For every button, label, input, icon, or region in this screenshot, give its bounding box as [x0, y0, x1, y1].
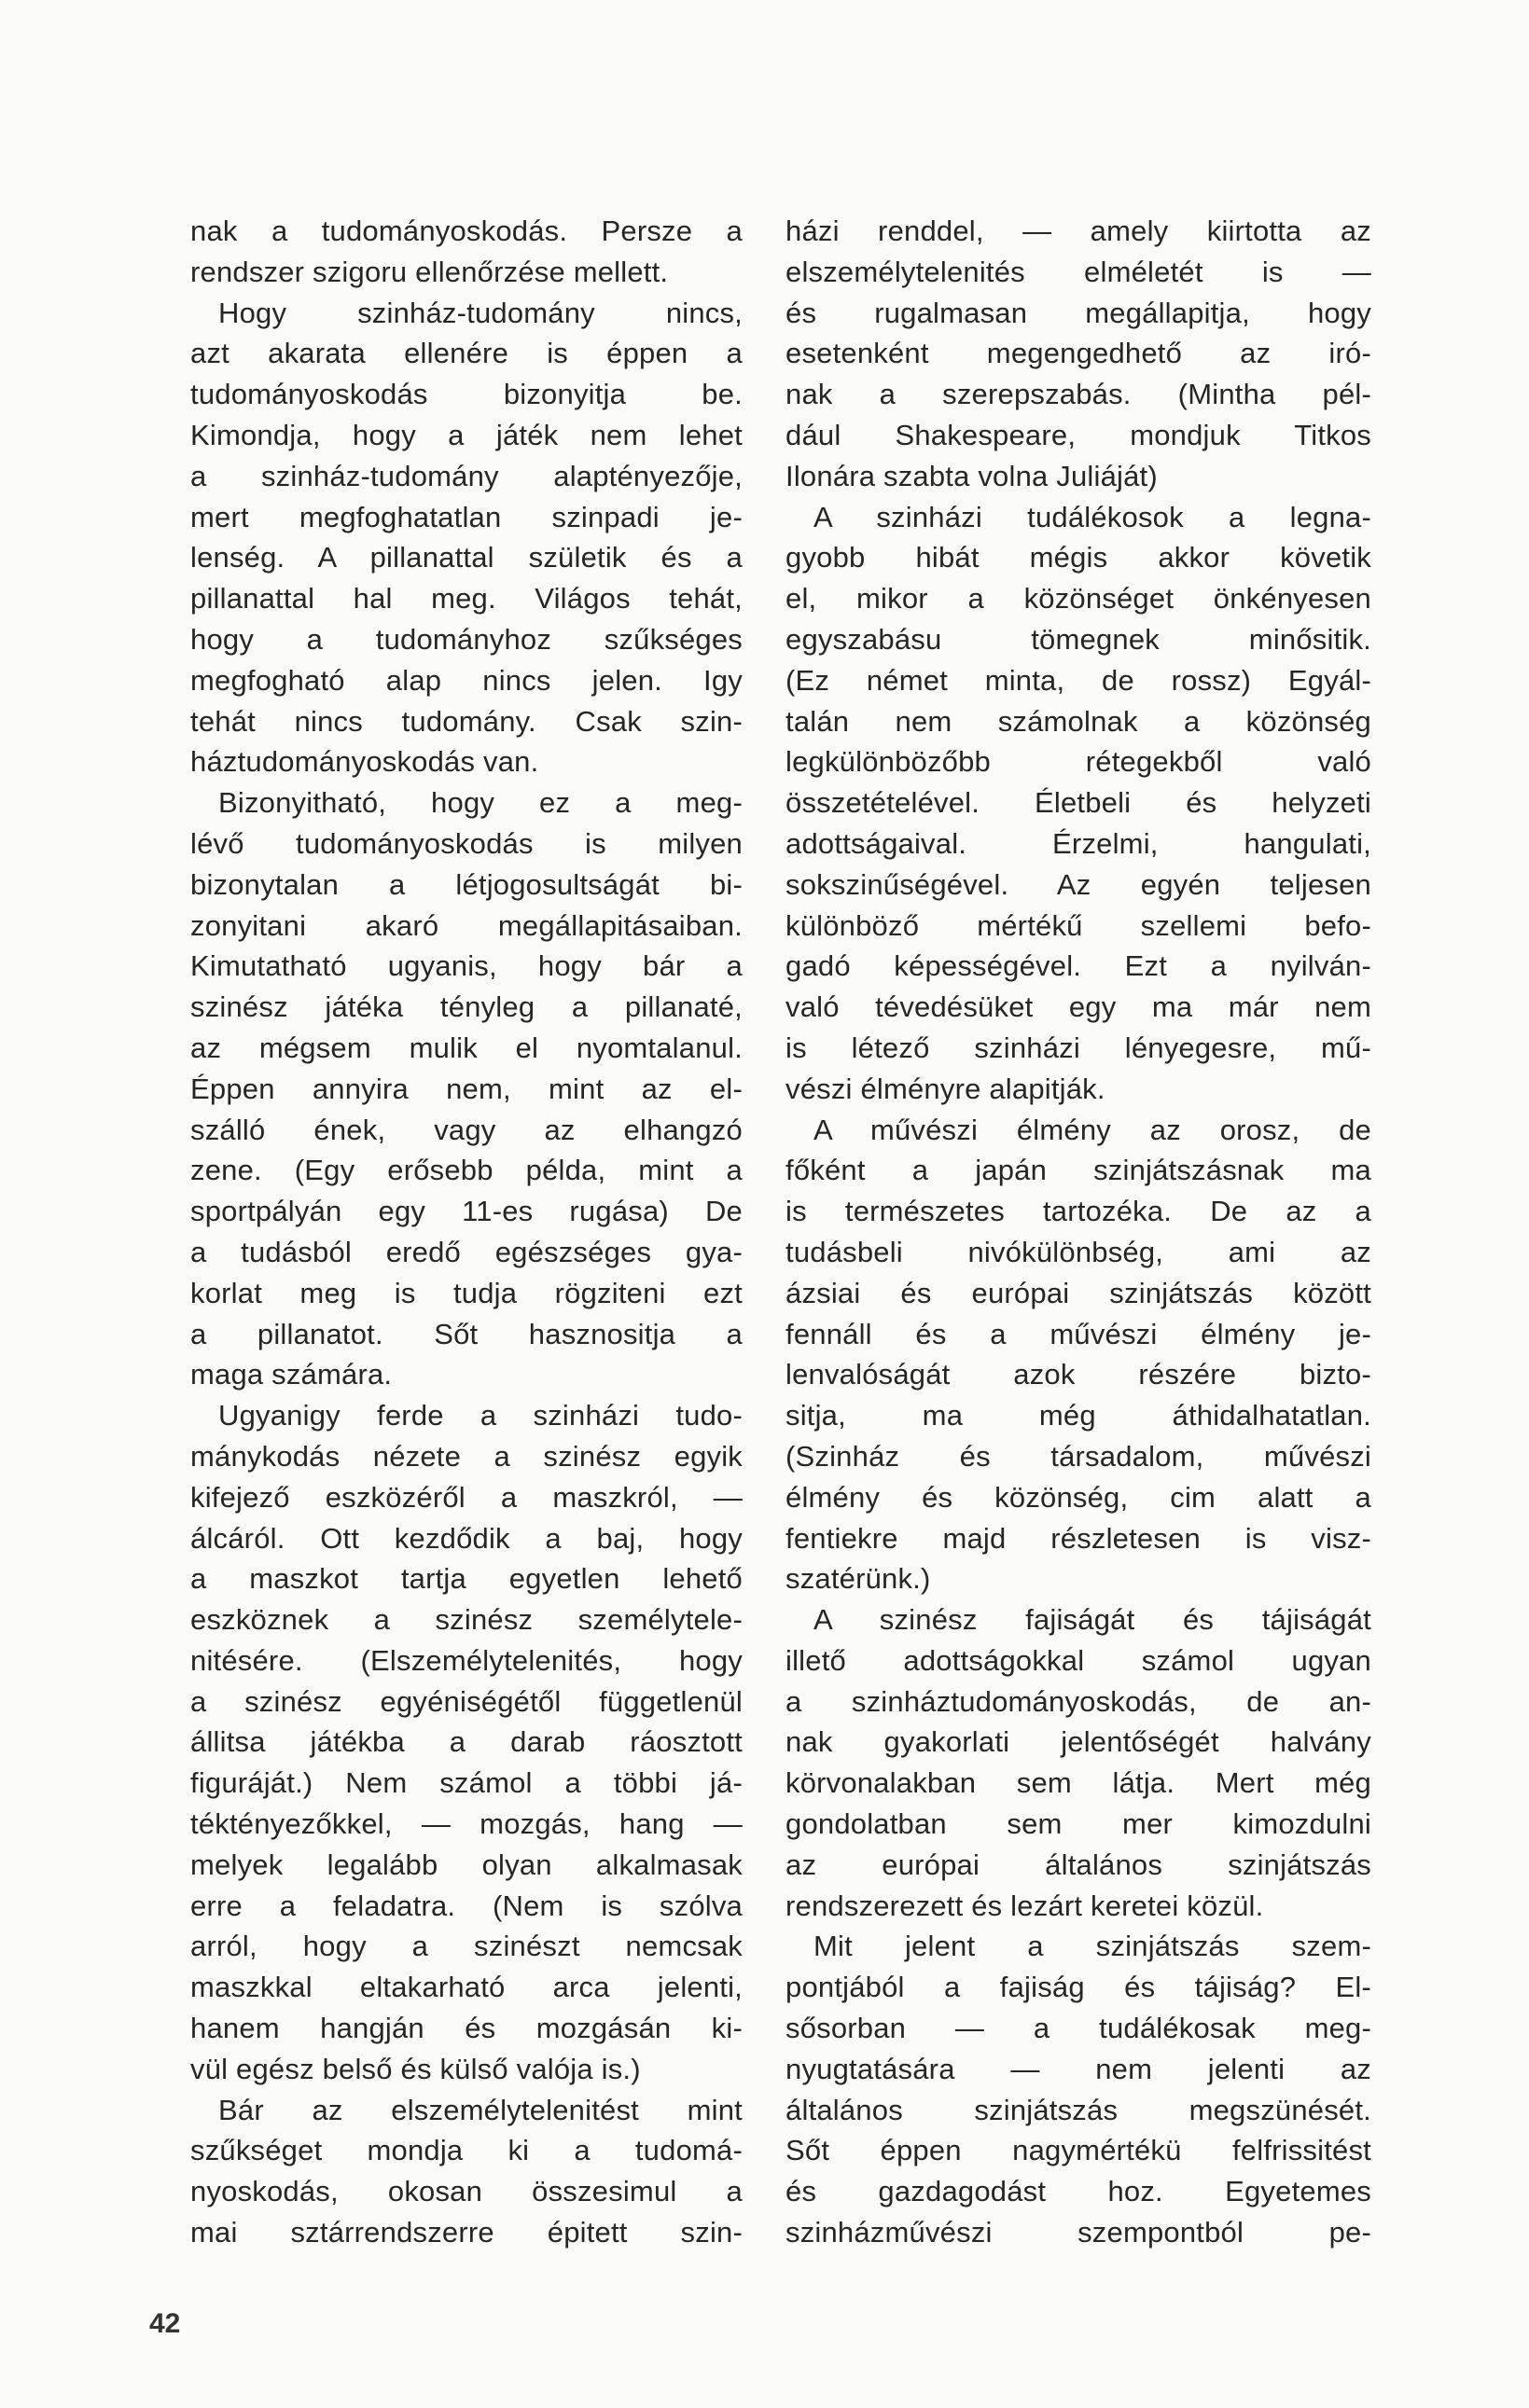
text-line: sokszinűségével. Az egyén teljesen [785, 867, 1371, 901]
text-line: nak a tudományoskodás. Persze a [190, 215, 743, 247]
text-line: mert megfoghatatlan szinpadi je- [190, 500, 743, 533]
text-line: vészi élményre alapitják. [785, 1072, 1105, 1105]
text-line: melyek legalább olyan alkalmasak [190, 1848, 743, 1881]
text-line: tudományoskodás bizonyitja be. [190, 378, 743, 411]
text-line: mai sztárrendszerre épitett szin- [190, 2216, 743, 2249]
text-line: kifejező eszközéről a maszkról, — [190, 1480, 743, 1514]
text-line: fentiekre majd részletesen is visz- [785, 1521, 1371, 1555]
text-line: vül egész belső és külső valója is.) [190, 2052, 641, 2085]
text-line: nyoskodás, okosan összesimul a [190, 2175, 743, 2208]
text-line: Kimutatható ugyanis, hogy bár a [190, 949, 743, 983]
text-line: a szinház-tudomány alaptényezője, [190, 459, 743, 492]
text-line: talán nem számolnak a közönség [785, 704, 1371, 738]
text-line: szatérünk.) [785, 1562, 931, 1596]
text-line: zonyitani akaró megállapitásaiban. [190, 908, 743, 942]
text-line: legkülönbözőbb rétegekből való [785, 745, 1371, 779]
text-line: Sőt éppen nagymértékü felfrissitést [785, 2134, 1371, 2167]
text-line: dául Shakespeare, mondjuk Titkos [785, 418, 1371, 451]
text-line: zene. (Egy erősebb példa, mint a [190, 1154, 743, 1187]
text-line: nitésére. (Elszemélytelenités, hogy [190, 1643, 743, 1677]
text-line: gyobb hibát mégis akkor követik [785, 541, 1371, 574]
text-line: A szinész fajiságát és tájiságát [813, 1603, 1371, 1637]
text-line: általános szinjátszás megszünését. [785, 2093, 1371, 2126]
text-line: is létező szinházi lényegesre, mű- [785, 1031, 1371, 1064]
text-line: gondolatban sem mer kimozdulni [785, 1807, 1371, 1841]
text-line: maszkkal eltakarható arca jelenti, [190, 1971, 743, 2004]
text-line: eszköznek a szinész személytele- [190, 1603, 743, 1637]
text-line: tudásbeli nivókülönbség, ami az [785, 1235, 1371, 1268]
text-line: korlat meg is tudja rögziteni ezt [190, 1276, 743, 1309]
text-line: szűkséget mondja ki a tudomá- [190, 2134, 743, 2167]
text-line: (Ez német minta, de rossz) Egyál- [785, 663, 1371, 697]
text-line: szinházművészi szempontból pe- [785, 2216, 1371, 2249]
text-line: az európai általános szinjátszás [785, 1848, 1371, 1881]
text-line: álcáról. Ott kezdődik a baj, hogy [190, 1521, 743, 1555]
text-line: lenvalóságát azok részére bizto- [785, 1358, 1371, 1391]
text-line: A művészi élmény az orosz, de [813, 1113, 1371, 1146]
text-line: is természetes tartozéka. De az a [785, 1195, 1371, 1228]
text-line: és gazdagodást hoz. Egyetemes [785, 2175, 1371, 2208]
text-line: a pillanatot. Sőt hasznositja a [190, 1317, 743, 1350]
text-line: a tudásból eredő egészséges gya- [190, 1235, 743, 1268]
text-line: pillanattal hal meg. Világos tehát, [190, 582, 743, 616]
text-line: rendszerezett és lezárt keretei közül. [785, 1889, 1264, 1922]
text-line: pontjából a fajiság és tájiság? El- [785, 1971, 1371, 2004]
text-line: Ugyanigy ferde a szinházi tudo- [218, 1399, 743, 1432]
text-line: téktényezőkkel, — mozgás, hang — [190, 1807, 743, 1841]
text-line: Kimondja, hogy a játék nem lehet [190, 418, 743, 451]
text-line: ázsiai és európai szinjátszás között [785, 1276, 1371, 1309]
text-line: sportpályán egy 11-es rugása) De [190, 1195, 743, 1228]
text-line: (Szinház és társadalom, művészi [785, 1439, 1371, 1473]
text-line: elszemélytelenités elméletét is — [785, 255, 1371, 288]
text-line: Bár az elszemélytelenitést mint [218, 2093, 743, 2126]
left-text-column [190, 211, 743, 2253]
text-line: különböző mértékű szellemi befo- [785, 908, 1371, 942]
right-text-column [785, 211, 1371, 2253]
text-line: rendszer szigoru ellenőrzése mellett. [190, 255, 669, 288]
text-line: állitsa játékba a darab ráosztott [190, 1725, 743, 1759]
text-line: nak a szerepszabás. (Mintha pél- [785, 378, 1371, 411]
text-line: a maszkot tartja egyetlen lehető [190, 1562, 743, 1596]
text-line: adottságaival. Érzelmi, hangulati, [785, 826, 1371, 860]
text-line: sősorban — a tudálékosak meg- [785, 2012, 1371, 2045]
text-line: A szinházi tudálékosok a legna- [813, 500, 1371, 533]
text-line: élmény és közönség, cim alatt a [785, 1480, 1371, 1514]
text-line: való tévedésüket egy ma már nem [785, 990, 1371, 1024]
text-line: Ilonára szabta volna Juliáját) [785, 459, 1158, 492]
text-line: lenség. A pillanattal születik és a [190, 541, 743, 574]
text-line: el, mikor a közönséget önkényesen [785, 582, 1371, 616]
text-line: mánykodás nézete a szinész egyik [190, 1439, 743, 1473]
text-line: házi renddel, — amely kiirtotta az [785, 215, 1371, 247]
text-line: szinész játéka tényleg a pillanaté, [190, 990, 743, 1024]
text-line: megfogható alap nincs jelen. Igy [190, 663, 743, 697]
text-line: a szinész egyéniségétől függetlenül [190, 1684, 743, 1718]
text-line: lévő tudományoskodás is milyen [190, 826, 743, 860]
text-line: tehát nincs tudomány. Csak szin- [190, 704, 743, 738]
text-line: az mégsem mulik el nyomtalanul. [190, 1031, 743, 1064]
text-line: szálló ének, vagy az elhangzó [190, 1113, 743, 1146]
text-line: Bizonyitható, hogy ez a meg- [218, 786, 743, 820]
text-line: fennáll és a művészi élmény je- [785, 1317, 1371, 1350]
text-line: gadó képességével. Ezt a nyilván- [785, 949, 1371, 983]
text-line: figuráját.) Nem számol a többi já- [190, 1766, 743, 1800]
text-line: nak gyakorlati jelentőségét halvány [785, 1725, 1371, 1759]
text-line: hogy a tudományhoz szűkséges [190, 622, 743, 656]
text-line: Mit jelent a szinjátszás szem- [813, 1930, 1371, 1963]
text-line: Hogy szinház-tudomány nincs, [218, 296, 743, 329]
text-line: erre a feladatra. (Nem is szólva [190, 1889, 743, 1922]
text-line: összetételével. Életbeli és helyzeti [785, 786, 1371, 820]
text-line: sitja, ma még áthidalhatatlan. [785, 1399, 1371, 1432]
text-line: főként a japán szinjátszásnak ma [785, 1154, 1371, 1187]
text-line: bizonytalan a létjogosultságát bi- [190, 867, 743, 901]
page-number: 42 [149, 2308, 181, 2339]
text-line: azt akarata ellenére is éppen a [190, 337, 743, 370]
text-line: a szinháztudományoskodás, de an- [785, 1684, 1371, 1718]
text-line: egyszabásu tömegnek minősitik. [785, 622, 1371, 656]
text-line: Éppen annyira nem, mint az el- [190, 1072, 743, 1105]
text-line: és rugalmasan megállapitja, hogy [785, 296, 1371, 329]
text-line: illető adottságokkal számol ugyan [785, 1643, 1371, 1677]
text-line: nyugtatására — nem jelenti az [785, 2052, 1371, 2085]
text-line: körvonalakban sem látja. Mert még [785, 1766, 1371, 1800]
text-line: maga számára. [190, 1358, 393, 1391]
text-line: esetenként megengedhető az iró- [785, 337, 1371, 370]
text-line: hanem hangján és mozgásán ki- [190, 2012, 743, 2045]
text-line: arról, hogy a szinészt nemcsak [190, 1930, 743, 1963]
text-line: háztudományoskodás van. [190, 745, 539, 779]
